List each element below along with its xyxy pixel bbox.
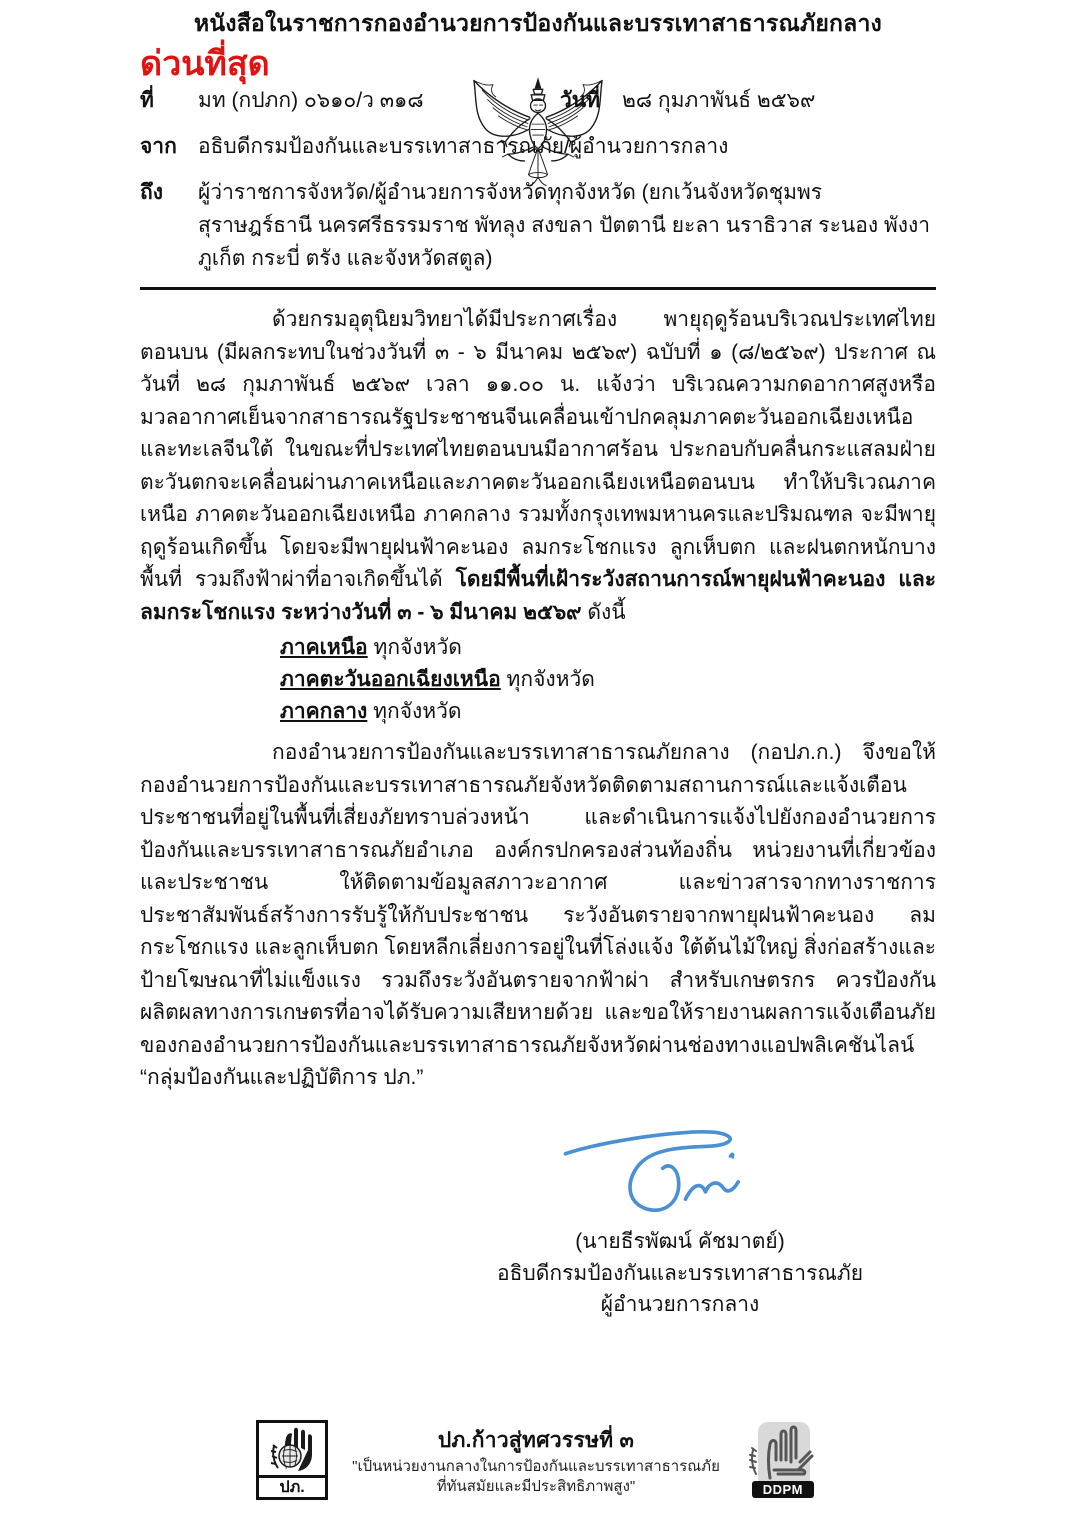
footer-slogan-line1: "เป็นหน่วยงานกลางในการป้องกันและบรรเทาสาธารณภัย xyxy=(352,1457,720,1475)
document-title: หนังสือในราชการกองอำนวยการป้องกันและบรรเทาสาธารณภัยกลาง xyxy=(193,10,882,36)
doc-number-label: ที่ xyxy=(140,89,154,112)
footer-slogan-line2: ที่ทันสมัยและมีประสิทธิภาพสูง" xyxy=(436,1477,636,1495)
doc-number-value: มท (กปภก) ๐๖๑๐/ว ๓๑๘ xyxy=(198,89,424,112)
reference-fields xyxy=(140,84,936,275)
handwritten-signature xyxy=(452,1121,908,1221)
to-row xyxy=(140,176,936,275)
region-item-north xyxy=(280,632,936,663)
region-item-central xyxy=(280,696,936,727)
region-name: ภาคกลาง xyxy=(280,700,368,723)
ddpm-logo-icon xyxy=(744,1418,820,1502)
dpm-logo-icon xyxy=(256,1420,328,1500)
to-value: ผู้ว่าราชการจังหวัด/ผู้อำนวยการจังหวัดทุกจังหวัด (ยกเว้นจังหวัดชุมพร สุราษฎร์ธานี นครศรีธรรมราช พัทลุง สงขลา ปัตตานี ยะลา นราธิวาส ระนอง พังงา ภูเก็ต กระบี่ ตรัง และจังหวัดสตูล) xyxy=(198,181,931,270)
dpm-logo-caption: ปภ. xyxy=(259,1475,325,1497)
body-paragraph-2: กองอำนวยการป้องกันและบรรเทาสาธารณภัยกลาง (กอปภ.ก.) จึงขอให้กองอำนวยการป้องกันและบรรเทาสาธารณภัยจังหวัดติดตามสถานการณ์และแจ้งเตือนประชาชนที่อยู่ในพื้นที่เสี่ยงภัยทราบล่วงหน้า และดำเนินการแจ้งไปยังกองอำนวยการป้องกันและบรรเทาสาธารณภัยอำเภอ องค์กรปกครองส่วนท้องถิ่น หน่วยงานที่เกี่ยวข้องและประชาชน ให้ติดตามข้อมูลสภาวะอากาศ และข่าวสารจากทางราชการ ประชาสัมพันธ์สร้างการรับรู้ให้กับประชาชน ระวังอันตรายจากพายุฝนฟ้าคะนอง ลมกระโชกแรง และลูกเห็บตก โดยหลีกเลี่ยงการอยู่ในที่โล่งแจ้ง ใต้ต้นไม้ใหญ่ สิ่งก่อสร้างและป้ายโฆษณาที่ไม่แข็งแรง รวมถึงระวังอันตรายจากฟ้าผ่า สำหรับเกษตรกร ควรป้องกันผลิตผลทางการเกษตรที่อาจได้รับความเสียหายด้วย และขอให้รายงานผลการแจ้งเตือนภัยของกองอำนวยการป้องกันและบรรเทาสาธารณภัยจังหวัดผ่านช่องทางแอปพลิเคชันไลน์ “กลุ่มป้องกันและปฏิบัติการ ปภ.” xyxy=(140,741,936,1089)
horizontal-divider xyxy=(140,287,936,290)
date-value: ๒๘ กุมภาพันธ์ ๒๕๖๙ xyxy=(622,89,816,112)
region-watch-list xyxy=(280,632,936,727)
region-item-northeast xyxy=(280,664,936,695)
signature-block xyxy=(452,1121,908,1320)
para1-text: ด้วยกรมอุตุนิยมวิทยาได้มีประกาศเรื่อง พายุฤดูร้อนบริเวณประเทศไทยตอนบน (มีผลกระทบในช่วงวันที่ ๓ - ๖ มีนาคม ๒๕๖๙) ฉบับที่ ๑ (๘/๒๕๖๙) ประกาศ ณ วันที่ ๒๘ กุมภาพันธ์ ๒๕๖๙ เวลา ๑๑.๐๐ น. แจ้งว่า บริเวณความกดอากาศสูงหรือมวลอากาศเย็นจากสาธารณรัฐประชาชนจีนเคลื่อนเข้าปกคลุมภาคตะวันออกเฉียงเหนือและทะเลจีนใต้ ในขณะที่ประเทศไทยตอนบนมีอากาศร้อน ประกอบกับคลื่นกระแสลมฝ่ายตะวันตกจะเคลื่อนผ่านภาคเหนือและภาคตะวันออกเฉียงเหนือตอนบน ทำให้บริเวณภาคเหนือ ภาคตะวันออกเฉียงเหนือ ภาคกลาง รวมทั้งกรุงเทพมหานครและปริมณฑล จะมีพายุฤดูร้อนเกิดขึ้น โดยจะมีพายุฝนฟ้าคะนอง ลมกระโชกแรง ลูกเห็บตก และฝนตกหนักบางพื้นที่ รวมถึงฟ้าผ่าที่อาจเกิดขึ้นได้ xyxy=(140,308,936,591)
signer-name: (นายธีรพัฒน์ คัชมาตย์) xyxy=(575,1229,785,1253)
region-name: ภาคตะวันออกเฉียงเหนือ xyxy=(280,668,501,691)
date-label: วันที่ xyxy=(560,89,600,112)
footer xyxy=(0,1418,1076,1502)
urgency-stamp: ด่วนที่สุด xyxy=(140,45,270,83)
region-detail: ทุกจังหวัด xyxy=(367,636,462,659)
body-paragraph-1 xyxy=(140,304,936,629)
from-label: จาก xyxy=(140,135,177,158)
signer-position-2: ผู้อำนวยการกลาง xyxy=(600,1292,760,1316)
para1-bold-text: โดยมีพื้นที่เฝ้าระวังสถานการณ์พายุฝนฟ้าคะนอง และลมกระโชกแรง ระหว่างวันที่ ๓ - ๖ มีนาคม ๒๕๖๙ xyxy=(140,568,936,624)
signer-position-1: อธิบดีกรมป้องกันและบรรเทาสาธารณภัย xyxy=(496,1261,863,1285)
from-row xyxy=(140,130,936,163)
region-name: ภาคเหนือ xyxy=(280,636,368,659)
doc-number-row xyxy=(140,84,936,117)
footer-slogan xyxy=(352,1424,720,1497)
ddpm-logo-caption: DDPM xyxy=(752,1481,814,1498)
region-detail: ทุกจังหวัด xyxy=(500,668,595,691)
region-detail: ทุกจังหวัด xyxy=(367,700,462,723)
para1-tail-text: ดังนี้ xyxy=(587,600,626,624)
footer-slogan-title: ปภ.ก้าวสู่ทศวรรษที่ ๓ xyxy=(437,1428,635,1452)
to-label: ถึง xyxy=(140,181,163,204)
from-value: อธิบดีกรมป้องกันและบรรเทาสาธารณภัย/ผู้อำนวยการกลาง xyxy=(198,135,729,158)
